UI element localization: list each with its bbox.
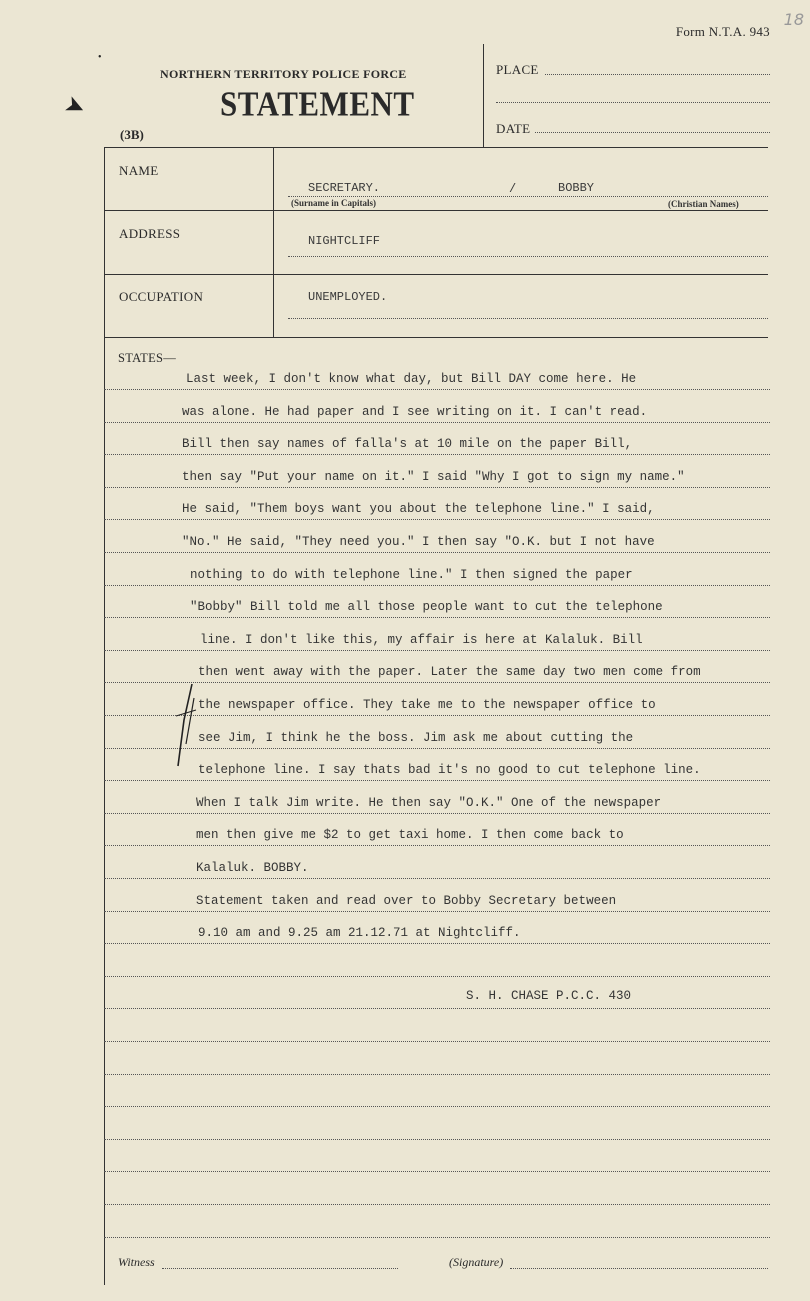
officer-signature: S. H. CHASE P.C.C. 430 [466, 989, 632, 1003]
statement-line: Statement taken and read over to Bobby Secretary between [196, 893, 617, 908]
christian-name-value: BOBBY [558, 181, 595, 195]
document-title: STATEMENT [220, 84, 415, 124]
occupation-row-border [104, 337, 768, 338]
statement-line: telephone line. I say thats bad it's no good to cut telephone line. [198, 763, 701, 778]
statement-line: nothing to do with telephone line." I then signed the paper [190, 567, 633, 582]
ruled-line [104, 422, 770, 423]
ruled-line [104, 454, 770, 455]
ruled-line [104, 845, 770, 846]
ruled-line [104, 715, 770, 716]
statement-line: line. I don't like this, my affair is here at Kalaluk. Bill [200, 632, 643, 647]
statement-line: then went away with the paper. Later the same day two men come from [198, 665, 701, 680]
place-field-line-2 [496, 102, 770, 103]
statement-line: He said, "Them boys want you about the telephone line." I said, [182, 502, 655, 517]
statement-line: "Bobby" Bill told me all those people want to cut the telephone [190, 600, 663, 615]
place-field [545, 74, 770, 75]
address-row-border [104, 274, 768, 275]
ruled-line [104, 878, 770, 879]
date-label: DATE [496, 121, 531, 136]
ruled-line [104, 813, 770, 814]
dot-mark: • [98, 52, 102, 63]
statement-line: Bill then say names of falla's at 10 mile on the paper Bill, [182, 437, 633, 452]
statement-line: Last week, I don't know what day, but Bill DAY come here. He [186, 372, 637, 386]
statement-line: Kalaluk. BOBBY. [196, 861, 309, 875]
address-field-line [288, 256, 768, 257]
form-top-border [104, 147, 768, 148]
form-left-border [104, 147, 105, 1285]
name-label: NAME [119, 163, 159, 178]
ruled-line [104, 911, 770, 912]
ruled-line [104, 650, 770, 651]
ruled-line [104, 1171, 770, 1172]
states-label: STATES— [118, 351, 177, 365]
staple-mark: ➤ [60, 90, 90, 123]
page-number: 18 [783, 10, 804, 29]
surname-note: (Surname in Capitals) [291, 198, 377, 208]
name-row-border [104, 210, 768, 211]
ruled-line [104, 1204, 770, 1205]
margin-tick-mark [170, 680, 200, 770]
occupation-label: OCCUPATION [119, 289, 204, 304]
ruled-line [104, 1237, 770, 1238]
statement-line: see Jim, I think he the boss. Jim ask me about cutting the [198, 730, 634, 745]
ruled-line [104, 487, 770, 488]
ruled-line [104, 976, 770, 977]
ruled-line [104, 943, 770, 944]
statement-line: then say "Put your name on it." I said "Why I got to sign my name." [182, 469, 685, 484]
ruled-line [104, 1106, 770, 1107]
statement-line: the newspaper office. They take me to the newspaper office to [198, 698, 656, 712]
ruled-line [104, 780, 770, 781]
header-divider [483, 44, 484, 147]
surname-value: SECRETARY. [308, 181, 381, 195]
ruled-line [104, 519, 770, 520]
christian-names-note: (Christian Names) [668, 199, 739, 209]
form-code: (3B) [120, 127, 144, 142]
agency-name: NORTHERN TERRITORY POLICE FORCE [160, 67, 407, 81]
name-separator: / [509, 182, 517, 196]
address-label: ADDRESS [119, 226, 181, 241]
witness-line [162, 1268, 398, 1269]
ruled-line [104, 389, 770, 390]
ruled-line [104, 1139, 770, 1140]
statement-line: men then give me $2 to get taxi home. I then come back to [196, 828, 624, 843]
ruled-line [104, 552, 770, 553]
label-column-divider [273, 147, 274, 337]
name-field-line [288, 196, 768, 197]
statement-line: 9.10 am and 9.25 am 21.12.71 at Nightcliff. [198, 926, 521, 941]
ruled-line [104, 1008, 770, 1009]
statement-line: was alone. He had paper and I see writing on it. I can't read. [182, 404, 648, 419]
occupation-value: UNEMPLOYED. [308, 290, 388, 304]
ruled-line [104, 1074, 770, 1075]
address-value: NIGHTCLIFF [308, 234, 381, 248]
ruled-line [104, 617, 770, 618]
statement-line: When I talk Jim write. He then say "O.K." One of the newspaper [196, 795, 662, 810]
occupation-field-line [288, 318, 768, 319]
form-number: Form N.T.A. 943 [675, 24, 770, 39]
witness-label: Witness [118, 1255, 155, 1269]
signature-label: (Signature) [449, 1255, 504, 1269]
statement-line: "No." He said, "They need you." I then say "O.K. but I not have [182, 535, 655, 549]
place-label: PLACE [496, 62, 539, 77]
ruled-line [104, 682, 770, 683]
ruled-line [104, 585, 770, 586]
date-field [535, 132, 770, 133]
signature-line [510, 1268, 768, 1269]
ruled-line [104, 1041, 770, 1042]
ruled-line [104, 748, 770, 749]
